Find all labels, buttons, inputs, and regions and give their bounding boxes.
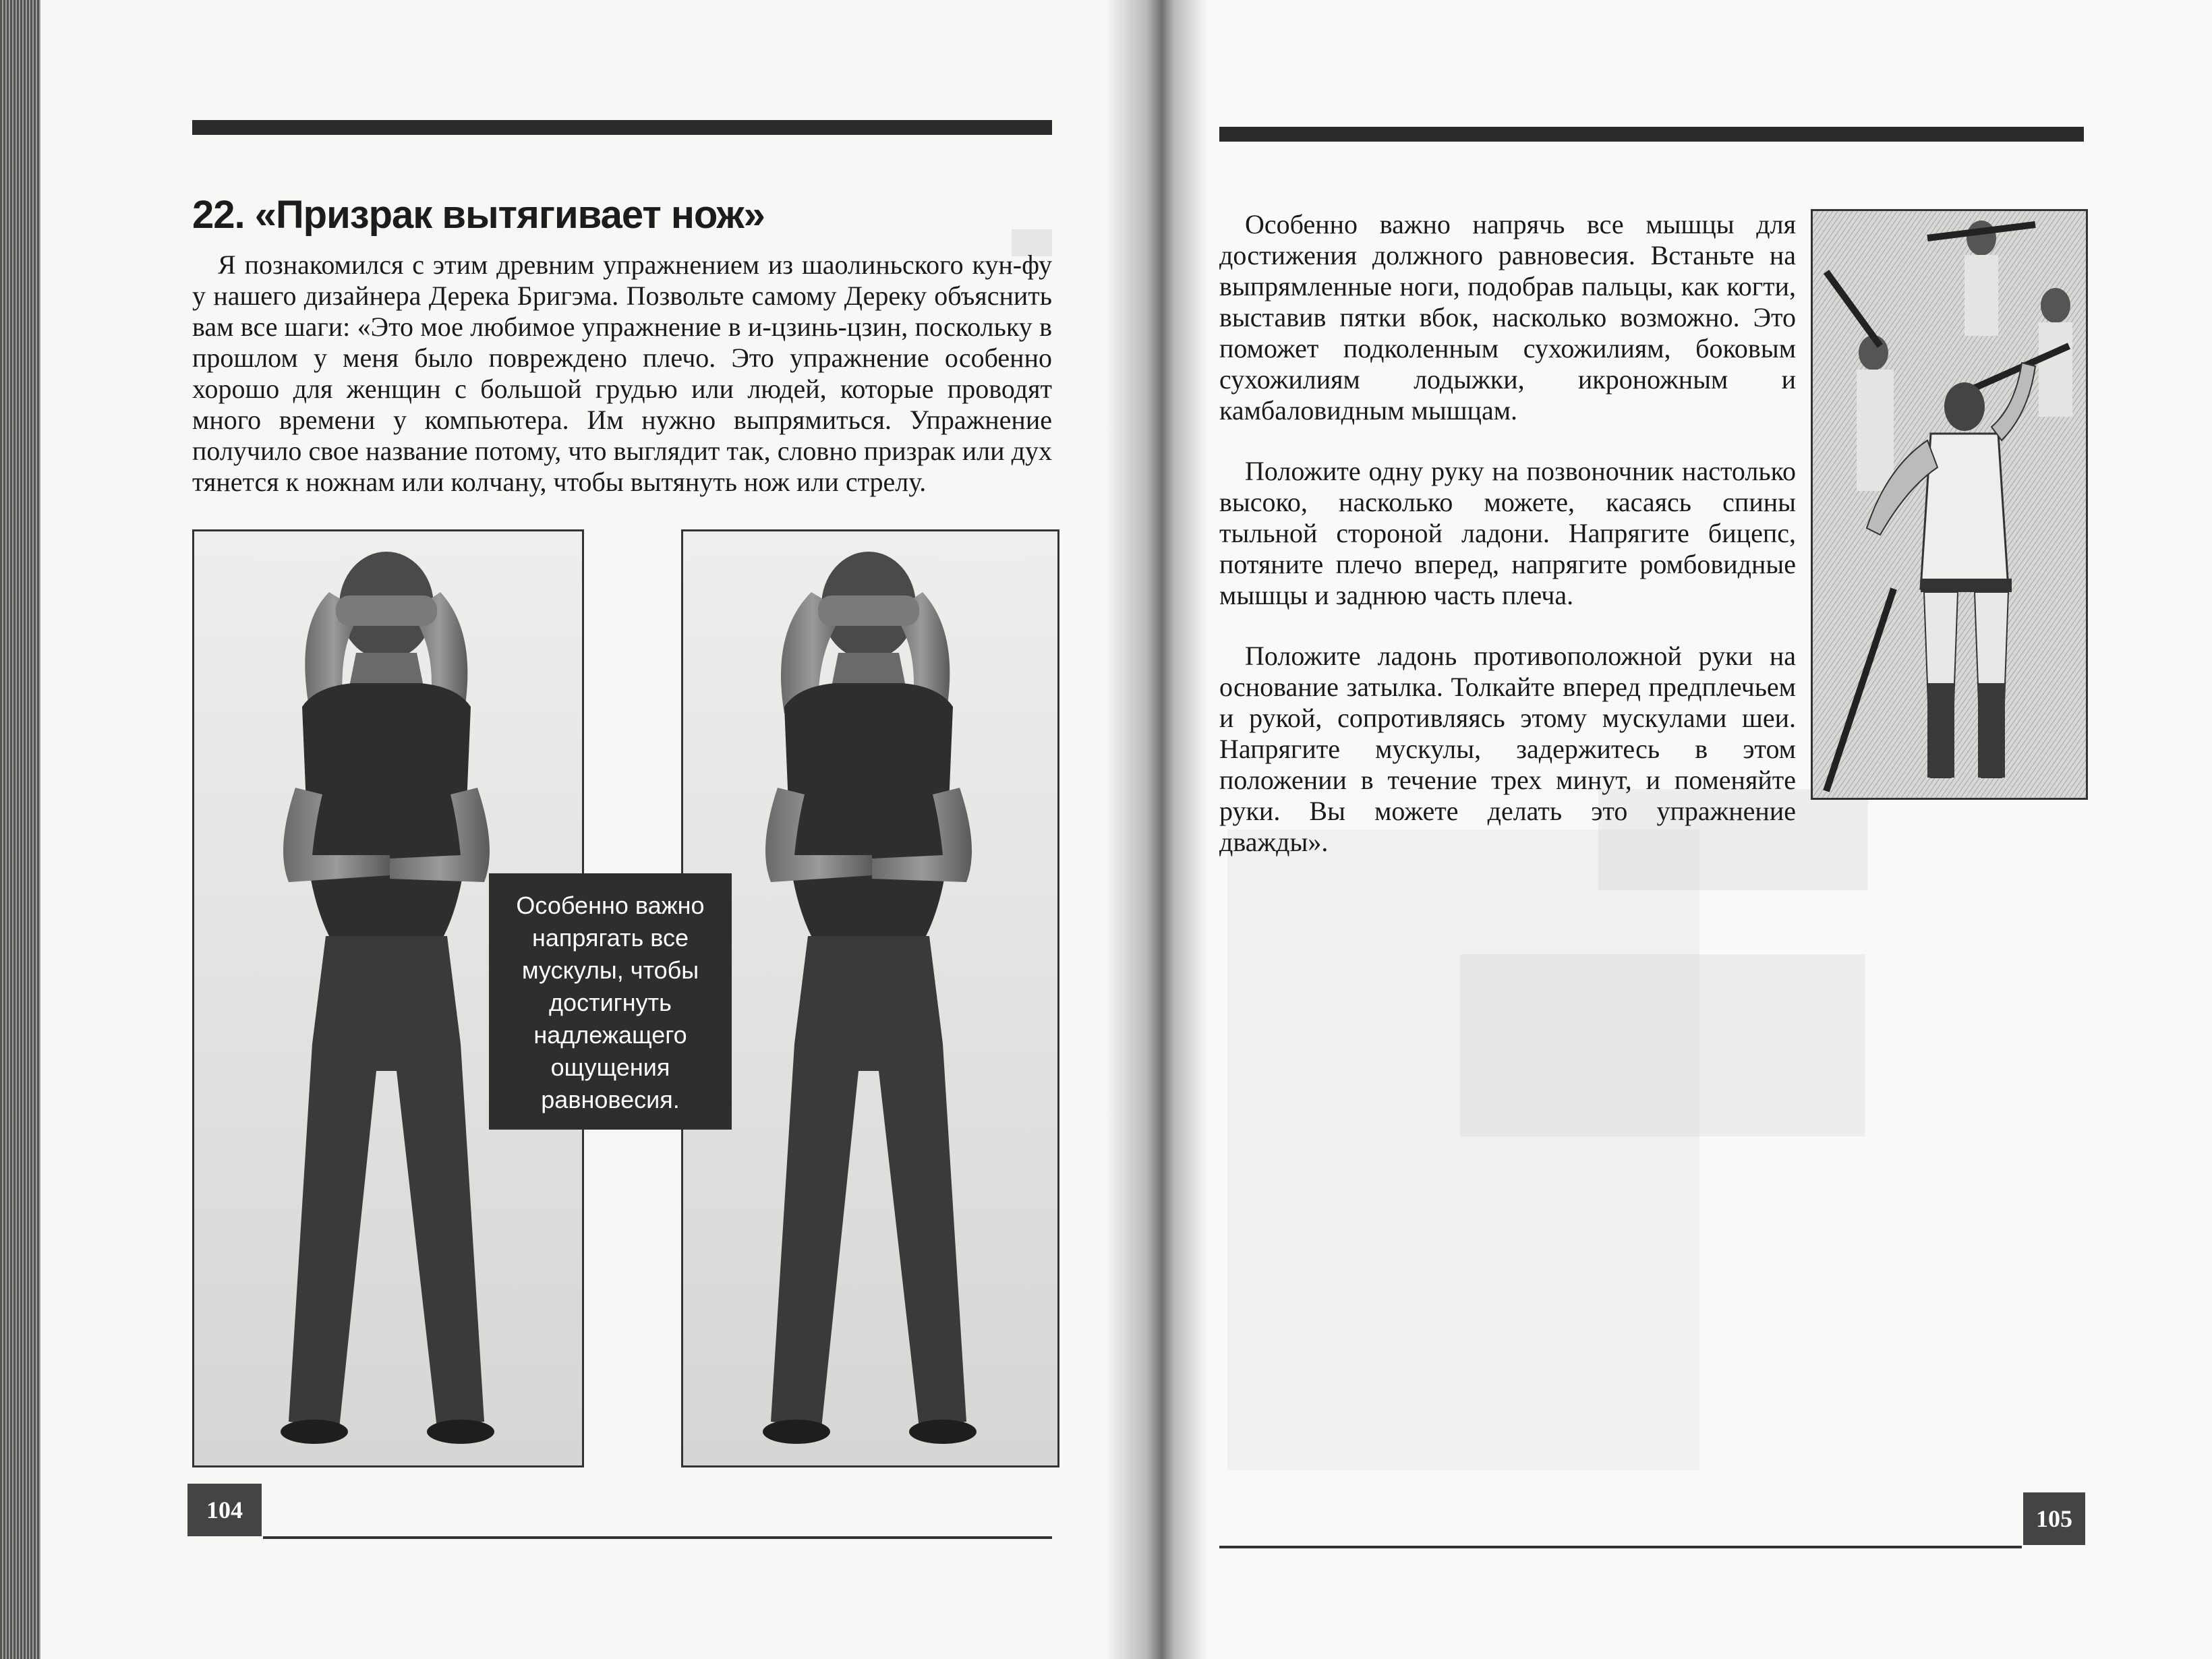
- bottom-rule-left: [263, 1536, 1052, 1539]
- section-heading: 22. «Призрак вытягивает нож»: [192, 193, 765, 237]
- page-number-right: 105: [2023, 1492, 2085, 1545]
- intro-text: [192, 250, 1052, 527]
- book-spine-shadow: [1106, 0, 1207, 1659]
- instruction-paragraph: Особенно важно напрячь все мышцы для достижения должного равновесия. Встаньте на выпрямленные ноги, подобрав пальцы, как когти, выставив пятки вбок, насколько возможно. Это поможет подколенным сухожилиям, боковым сухожилиям лодыжки, икроножным и камбаловидным мышцам.: [1219, 209, 1796, 426]
- bottom-rule-right: [1219, 1546, 2022, 1548]
- instruction-paragraph: Положите одну руку на позвоночник настолько высоко, насколько можете, касаясь спины тыльной стороной ладони. Напрягите бицепс, потяните плечо вперед, напрягите ромбовидные мышцы и заднюю часть плеча.: [1219, 456, 1796, 610]
- intro-paragraph: Я познакомился с этим древним упражнением из шаолиньского кун-фу у нашего дизайнера Дерека Бригэма. Позвольте самому Дереку объяснить вам все шаги: «Это мое любимое упражнение в и-цзинь-цзин, поскольку в прошлом у меня было повреждено плечо. Это упражнение особенно хорошо для женщин с большой грудью или людей, которые проводят много времени у компьютера. Им нужно выпрямиться. Упражнение получило свое название потому, что выглядит так, словно призрак или дух тянется к ножнам или колчану, чтобы вытянуть нож или стрелу.: [192, 250, 1052, 497]
- photo-caption: Особенно важно напрягать все мускулы, чтобы достигнуть надлежащего ощущения равновесия.: [489, 873, 732, 1130]
- page-edges: [0, 0, 40, 1659]
- top-rule: [192, 120, 1052, 135]
- exercise-photo-side: [681, 529, 1059, 1467]
- instruction-paragraph: Положите ладонь противоположной руки на основание затылка. Толкайте вперед предплечьем и рукой, сопротивляясь этому мускулами шеи. Напрягите мускулы, задержитесь в этом положении в течение трех минут, и поменяйте руки. Вы можете делать это упражнение дважды».: [1219, 641, 1796, 857]
- man-figure-side: [683, 531, 1057, 1465]
- vintage-engraving: [1811, 209, 2088, 800]
- bleed-through: [1460, 954, 1865, 1136]
- page-number-left: 104: [187, 1484, 262, 1536]
- bleed-through: [1227, 830, 1699, 1470]
- strongmen-illustration: [1813, 211, 2086, 798]
- top-rule: [1219, 127, 2084, 142]
- right-page: [1146, 0, 2212, 1659]
- instructions-text: [1219, 209, 1796, 887]
